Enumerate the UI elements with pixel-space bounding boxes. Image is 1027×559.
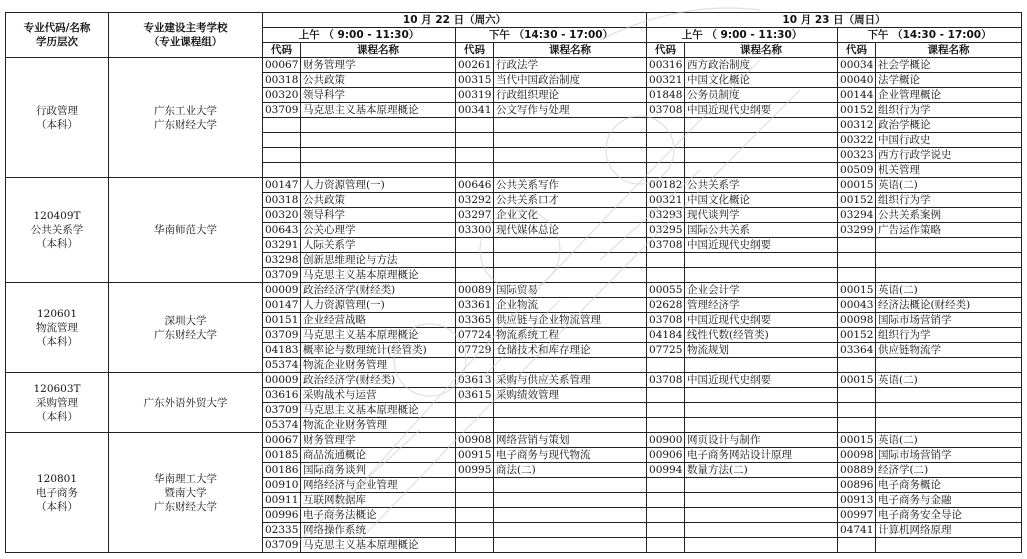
course-name-cell: 政治经济学(财经类) <box>301 373 456 388</box>
course-code-cell <box>263 163 301 178</box>
course-name-cell <box>494 523 647 538</box>
course-code-cell: 00889 <box>838 463 876 478</box>
course-name-cell <box>301 148 456 163</box>
course-name-cell: 国际公共关系 <box>685 223 838 238</box>
course-code-cell <box>456 508 494 523</box>
course-code-cell <box>647 523 685 538</box>
course-code-cell: 00319 <box>456 88 494 103</box>
course-code-cell: 03709 <box>263 328 301 343</box>
course-name-cell <box>685 538 838 553</box>
course-code-cell: 07729 <box>456 343 494 358</box>
course-code-cell: 00908 <box>456 433 494 448</box>
table-row <box>6 178 1022 193</box>
course-code-cell: 03708 <box>647 238 685 253</box>
header-major: 专业代码/名称 学历层次 <box>6 13 109 58</box>
course-name-cell: 电子商务网站设计原理 <box>685 448 838 463</box>
course-name-cell: 马克思主义基本原理概论 <box>301 103 456 118</box>
course-code-cell: 00015 <box>838 373 876 388</box>
course-code-cell: 03298 <box>263 253 301 268</box>
course-code-cell <box>838 418 876 433</box>
course-code-cell: 00043 <box>838 298 876 313</box>
course-code-cell: 00152 <box>838 103 876 118</box>
course-code-cell: 00509 <box>838 163 876 178</box>
course-name-cell <box>685 268 838 283</box>
header-code: 代码 <box>647 43 685 58</box>
course-code-cell: 00009 <box>263 283 301 298</box>
course-name-cell: 企业经营战略 <box>301 313 456 328</box>
header-code: 代码 <box>456 43 494 58</box>
course-name-cell: 英语(二) <box>876 283 1022 298</box>
course-name-cell: 经济法概论(财经类) <box>876 298 1022 313</box>
course-name-cell <box>685 253 838 268</box>
course-code-cell: 00098 <box>838 313 876 328</box>
course-name-cell: 政治经济学(财经类) <box>301 283 456 298</box>
header-code: 代码 <box>263 43 301 58</box>
course-code-cell: 00055 <box>647 283 685 298</box>
course-name-cell: 英语(二) <box>876 373 1022 388</box>
header-day2-am: 上午 （ 9:00 - 11:30） <box>647 28 838 43</box>
course-code-cell <box>838 388 876 403</box>
course-name-cell <box>685 388 838 403</box>
course-name-cell: 西方政治制度 <box>685 58 838 73</box>
course-name-cell: 财务管理学 <box>301 58 456 73</box>
header-day1-pm: 下午 （14:30 - 17:00） <box>456 28 647 43</box>
course-name-cell: 采购战术与运营 <box>301 388 456 403</box>
course-code-cell <box>838 253 876 268</box>
course-code-cell: 00321 <box>647 73 685 88</box>
course-code-cell: 00906 <box>647 448 685 463</box>
course-name-cell: 人力资源管理(一) <box>301 178 456 193</box>
header-code: 代码 <box>838 43 876 58</box>
course-name-cell: 公共关系案例 <box>876 208 1022 223</box>
course-code-cell: 03613 <box>456 373 494 388</box>
course-name-cell: 仓储技术和库存理论 <box>494 343 647 358</box>
course-code-cell <box>647 388 685 403</box>
course-name-cell: 西方行政学说史 <box>876 148 1022 163</box>
course-name-cell <box>494 148 647 163</box>
table-row <box>6 433 1022 448</box>
course-code-cell: 03709 <box>263 538 301 553</box>
course-name-cell: 公共政策 <box>301 73 456 88</box>
course-name-cell <box>685 403 838 418</box>
course-name-cell: 采购绩效管理 <box>494 388 647 403</box>
course-code-cell: 00911 <box>263 493 301 508</box>
course-code-cell: 03365 <box>456 313 494 328</box>
course-name-cell: 商品流通概论 <box>301 448 456 463</box>
course-code-cell: 00910 <box>263 478 301 493</box>
course-name-cell: 企业管理概论 <box>876 88 1022 103</box>
course-name-cell <box>876 403 1022 418</box>
course-code-cell: 03300 <box>456 223 494 238</box>
course-name-cell: 创新思维理论与方法 <box>301 253 456 268</box>
course-code-cell <box>263 148 301 163</box>
course-name-cell <box>685 478 838 493</box>
course-name-cell: 中国近现代史纲要 <box>685 103 838 118</box>
course-name-cell: 组织行为学 <box>876 328 1022 343</box>
course-name-cell <box>494 253 647 268</box>
course-code-cell: 03709 <box>263 403 301 418</box>
course-name-cell: 网络营销与策划 <box>494 433 647 448</box>
course-name-cell: 公共关系口才 <box>494 193 647 208</box>
course-name-cell: 网络经济与企业管理 <box>301 478 456 493</box>
course-code-cell: 03709 <box>263 103 301 118</box>
course-code-cell <box>838 358 876 373</box>
course-code-cell: 07724 <box>456 328 494 343</box>
course-name-cell: 法学概论 <box>876 73 1022 88</box>
course-code-cell: 00067 <box>263 58 301 73</box>
course-code-cell: 00009 <box>263 373 301 388</box>
course-name-cell: 公务员制度 <box>685 88 838 103</box>
exam-schedule-table <box>5 12 1022 553</box>
course-name-cell <box>685 118 838 133</box>
course-name-cell: 互联网数据库 <box>301 493 456 508</box>
course-name-cell: 领导科学 <box>301 88 456 103</box>
course-code-cell: 00089 <box>456 283 494 298</box>
major-cell: 行政管理 （本科） <box>6 58 109 178</box>
course-code-cell: 00144 <box>838 88 876 103</box>
course-name-cell <box>494 493 647 508</box>
course-code-cell: 04741 <box>838 523 876 538</box>
course-code-cell: 00318 <box>263 193 301 208</box>
course-name-cell <box>494 133 647 148</box>
course-name-cell: 电子商务安全导论 <box>876 508 1022 523</box>
course-name-cell: 社会学概论 <box>876 58 1022 73</box>
course-code-cell: 01848 <box>647 88 685 103</box>
header-course: 课程名称 <box>685 43 838 58</box>
course-code-cell: 03708 <box>647 103 685 118</box>
course-code-cell: 00147 <box>263 178 301 193</box>
course-code-cell <box>838 268 876 283</box>
course-code-cell <box>456 118 494 133</box>
course-code-cell: 02335 <box>263 523 301 538</box>
course-code-cell: 00896 <box>838 478 876 493</box>
course-code-cell: 03297 <box>456 208 494 223</box>
course-code-cell <box>456 403 494 418</box>
course-code-cell: 00152 <box>838 193 876 208</box>
course-code-cell <box>647 538 685 553</box>
course-name-cell <box>876 268 1022 283</box>
course-code-cell <box>647 163 685 178</box>
course-name-cell: 公关心理学 <box>301 223 456 238</box>
course-code-cell <box>456 253 494 268</box>
course-name-cell: 中国近现代史纲要 <box>685 313 838 328</box>
course-name-cell: 公共关系写作 <box>494 178 647 193</box>
course-name-cell: 企业物流 <box>494 298 647 313</box>
header-course: 课程名称 <box>494 43 647 58</box>
course-code-cell: 00316 <box>647 58 685 73</box>
course-name-cell <box>685 148 838 163</box>
course-name-cell: 马克思主义基本原理概论 <box>301 538 456 553</box>
course-code-cell: 00320 <box>263 208 301 223</box>
exam-schedule <box>5 12 1021 553</box>
course-code-cell: 03292 <box>456 193 494 208</box>
course-code-cell: 00994 <box>647 463 685 478</box>
course-code-cell: 00015 <box>838 283 876 298</box>
course-name-cell: 物流企业财务管理 <box>301 418 456 433</box>
major-cell: 120601 物流管理 （本科） <box>6 283 109 373</box>
course-code-cell: 00040 <box>838 73 876 88</box>
course-name-cell <box>876 253 1022 268</box>
course-name-cell: 线性代数(经管类) <box>685 328 838 343</box>
course-name-cell: 网络操作系统 <box>301 523 456 538</box>
course-name-cell <box>494 163 647 178</box>
course-name-cell: 广告运作策略 <box>876 223 1022 238</box>
course-code-cell: 00312 <box>838 118 876 133</box>
course-code-cell: 03294 <box>838 208 876 223</box>
course-code-cell <box>647 508 685 523</box>
course-name-cell: 网页设计与制作 <box>685 433 838 448</box>
course-code-cell: 07725 <box>647 343 685 358</box>
course-code-cell: 03361 <box>456 298 494 313</box>
course-name-cell: 行政法学 <box>494 58 647 73</box>
course-code-cell <box>647 418 685 433</box>
course-name-cell: 公文写作与处理 <box>494 103 647 118</box>
course-name-cell <box>685 508 838 523</box>
school-cell: 华南师范大学 <box>109 178 263 283</box>
course-name-cell: 财务管理学 <box>301 433 456 448</box>
course-code-cell: 00321 <box>647 193 685 208</box>
course-name-cell: 现代谈判学 <box>685 208 838 223</box>
course-name-cell <box>494 418 647 433</box>
table-row <box>6 58 1022 73</box>
course-name-cell: 政治学概论 <box>876 118 1022 133</box>
course-name-cell <box>494 358 647 373</box>
course-code-cell: 00915 <box>456 448 494 463</box>
course-name-cell: 机关管理 <box>876 163 1022 178</box>
course-code-cell <box>647 133 685 148</box>
course-name-cell <box>685 358 838 373</box>
course-name-cell <box>301 133 456 148</box>
course-code-cell: 00320 <box>263 88 301 103</box>
course-name-cell: 行政组织理论 <box>494 88 647 103</box>
course-code-cell: 00646 <box>456 178 494 193</box>
table-row <box>6 373 1022 388</box>
course-code-cell: 03708 <box>647 313 685 328</box>
course-name-cell: 企业文化 <box>494 208 647 223</box>
course-code-cell <box>838 238 876 253</box>
course-name-cell: 计算机网络原理 <box>876 523 1022 538</box>
course-name-cell <box>494 508 647 523</box>
course-name-cell: 经济学(二) <box>876 463 1022 478</box>
course-name-cell: 中国文化概论 <box>685 73 838 88</box>
course-code-cell: 05374 <box>263 418 301 433</box>
course-code-cell: 00185 <box>263 448 301 463</box>
course-name-cell: 马克思主义基本原理概论 <box>301 328 456 343</box>
course-code-cell: 00182 <box>647 178 685 193</box>
course-name-cell: 英语(二) <box>876 178 1022 193</box>
course-code-cell: 00151 <box>263 313 301 328</box>
course-code-cell: 00034 <box>838 58 876 73</box>
course-name-cell: 电子商务与现代物流 <box>494 448 647 463</box>
course-name-cell: 领导科学 <box>301 208 456 223</box>
course-name-cell: 中国文化概论 <box>685 193 838 208</box>
course-name-cell: 电子商务法概论 <box>301 508 456 523</box>
course-name-cell <box>685 493 838 508</box>
course-code-cell <box>263 133 301 148</box>
course-name-cell: 采购与供应关系管理 <box>494 373 647 388</box>
course-code-cell <box>456 148 494 163</box>
course-code-cell: 04184 <box>647 328 685 343</box>
course-code-cell: 00067 <box>263 433 301 448</box>
course-code-cell <box>647 268 685 283</box>
course-name-cell: 马克思主义基本原理概论 <box>301 268 456 283</box>
course-code-cell <box>456 358 494 373</box>
course-code-cell: 00643 <box>263 223 301 238</box>
course-code-cell: 00147 <box>263 298 301 313</box>
course-code-cell: 00315 <box>456 73 494 88</box>
course-code-cell: 03293 <box>647 208 685 223</box>
course-code-cell <box>456 478 494 493</box>
course-name-cell <box>876 358 1022 373</box>
course-code-cell <box>456 133 494 148</box>
course-code-cell <box>456 163 494 178</box>
major-cell: 120409T 公共关系学 （本科） <box>6 178 109 283</box>
course-name-cell <box>685 418 838 433</box>
course-code-cell: 02628 <box>647 298 685 313</box>
course-name-cell: 中国近现代史纲要 <box>685 238 838 253</box>
course-name-cell <box>494 238 647 253</box>
course-code-cell: 00913 <box>838 493 876 508</box>
course-name-cell: 供应链与企业物流管理 <box>494 313 647 328</box>
course-code-cell: 00997 <box>838 508 876 523</box>
course-code-cell <box>647 493 685 508</box>
course-name-cell: 国际贸易 <box>494 283 647 298</box>
course-code-cell: 00996 <box>263 508 301 523</box>
course-name-cell <box>876 238 1022 253</box>
course-name-cell <box>494 538 647 553</box>
course-code-cell: 00318 <box>263 73 301 88</box>
course-code-cell <box>456 418 494 433</box>
header-day1-am: 上午 （ 9:00 - 11:30） <box>263 28 456 43</box>
course-name-cell: 马克思主义基本原理概论 <box>301 403 456 418</box>
header-course: 课程名称 <box>876 43 1022 58</box>
course-code-cell <box>647 403 685 418</box>
course-code-cell: 03299 <box>838 223 876 238</box>
course-code-cell <box>263 118 301 133</box>
course-code-cell: 03291 <box>263 238 301 253</box>
course-code-cell <box>838 403 876 418</box>
course-name-cell <box>685 523 838 538</box>
course-code-cell <box>647 358 685 373</box>
school-cell: 广东工业大学 广东财经大学 <box>109 58 263 178</box>
table-row <box>6 283 1022 298</box>
course-name-cell: 国际市场营销学 <box>876 448 1022 463</box>
header-day2: 10 月 23 日（周日） <box>647 13 1022 28</box>
course-code-cell <box>647 118 685 133</box>
course-code-cell: 00152 <box>838 328 876 343</box>
course-code-cell <box>456 238 494 253</box>
course-name-cell <box>876 388 1022 403</box>
course-name-cell: 物流规划 <box>685 343 838 358</box>
course-name-cell: 中国近现代史纲要 <box>685 373 838 388</box>
course-name-cell: 物流企业财务管理 <box>301 358 456 373</box>
course-code-cell <box>456 523 494 538</box>
course-name-cell <box>301 163 456 178</box>
course-code-cell <box>647 148 685 163</box>
course-name-cell: 国际市场营销学 <box>876 313 1022 328</box>
course-name-cell: 组织行为学 <box>876 193 1022 208</box>
course-code-cell <box>456 538 494 553</box>
course-name-cell <box>876 418 1022 433</box>
course-name-cell: 商法(二) <box>494 463 647 478</box>
course-code-cell <box>456 268 494 283</box>
school-cell: 广东外语外贸大学 <box>109 373 263 433</box>
course-name-cell <box>494 478 647 493</box>
course-code-cell: 03364 <box>838 343 876 358</box>
header-school: 专业建设主考学校 （专业课程组） <box>109 13 263 58</box>
course-name-cell: 人际关系学 <box>301 238 456 253</box>
course-name-cell: 电子商务与金融 <box>876 493 1022 508</box>
course-name-cell: 组织行为学 <box>876 103 1022 118</box>
course-code-cell: 03708 <box>647 373 685 388</box>
course-code-cell <box>838 538 876 553</box>
course-code-cell: 04183 <box>263 343 301 358</box>
course-code-cell: 03616 <box>263 388 301 403</box>
course-code-cell: 00341 <box>456 103 494 118</box>
course-code-cell <box>647 478 685 493</box>
course-code-cell: 00995 <box>456 463 494 478</box>
header-day2-pm: 下午 （14:30 - 17:00） <box>838 28 1022 43</box>
course-name-cell: 现代媒体总论 <box>494 223 647 238</box>
course-name-cell <box>301 118 456 133</box>
course-name-cell <box>494 268 647 283</box>
course-name-cell <box>494 118 647 133</box>
course-name-cell: 当代中国政治制度 <box>494 73 647 88</box>
course-name-cell: 企业会计学 <box>685 283 838 298</box>
school-cell: 华南理工大学 暨南大学 广东财经大学 <box>109 433 263 553</box>
course-code-cell: 03615 <box>456 388 494 403</box>
course-code-cell: 00322 <box>838 133 876 148</box>
major-cell: 120603T 采购管理 （本科） <box>6 373 109 433</box>
course-code-cell: 03709 <box>263 268 301 283</box>
course-name-cell <box>685 133 838 148</box>
course-name-cell: 电子商务概论 <box>876 478 1022 493</box>
course-name-cell: 国际商务谈判 <box>301 463 456 478</box>
course-name-cell: 物流系统工程 <box>494 328 647 343</box>
header-course: 课程名称 <box>301 43 456 58</box>
course-code-cell: 00186 <box>263 463 301 478</box>
school-cell: 深圳大学 广东财经大学 <box>109 283 263 373</box>
course-name-cell: 管理经济学 <box>685 298 838 313</box>
course-name-cell <box>876 538 1022 553</box>
course-name-cell: 中国行政史 <box>876 133 1022 148</box>
course-name-cell: 人力资源管理(一) <box>301 298 456 313</box>
course-name-cell <box>685 163 838 178</box>
course-name-cell <box>494 403 647 418</box>
course-name-cell: 供应链物流学 <box>876 343 1022 358</box>
course-code-cell: 00900 <box>647 433 685 448</box>
course-code-cell: 00015 <box>838 178 876 193</box>
course-name-cell: 英语(二) <box>876 433 1022 448</box>
course-code-cell <box>456 493 494 508</box>
course-name-cell: 数量方法(二) <box>685 463 838 478</box>
course-code-cell: 00015 <box>838 433 876 448</box>
course-code-cell: 00098 <box>838 448 876 463</box>
course-code-cell: 00261 <box>456 58 494 73</box>
header-day1: 10 月 22 日（周六） <box>263 13 647 28</box>
course-name-cell: 公共政策 <box>301 193 456 208</box>
course-code-cell: 05374 <box>263 358 301 373</box>
course-code-cell: 00323 <box>838 148 876 163</box>
course-name-cell: 概率论与数理统计(经管类) <box>301 343 456 358</box>
course-name-cell: 公共关系学 <box>685 178 838 193</box>
course-code-cell <box>647 253 685 268</box>
course-code-cell: 03295 <box>647 223 685 238</box>
major-cell: 120801 电子商务 （本科） <box>6 433 109 553</box>
schedule-body <box>6 58 1022 553</box>
